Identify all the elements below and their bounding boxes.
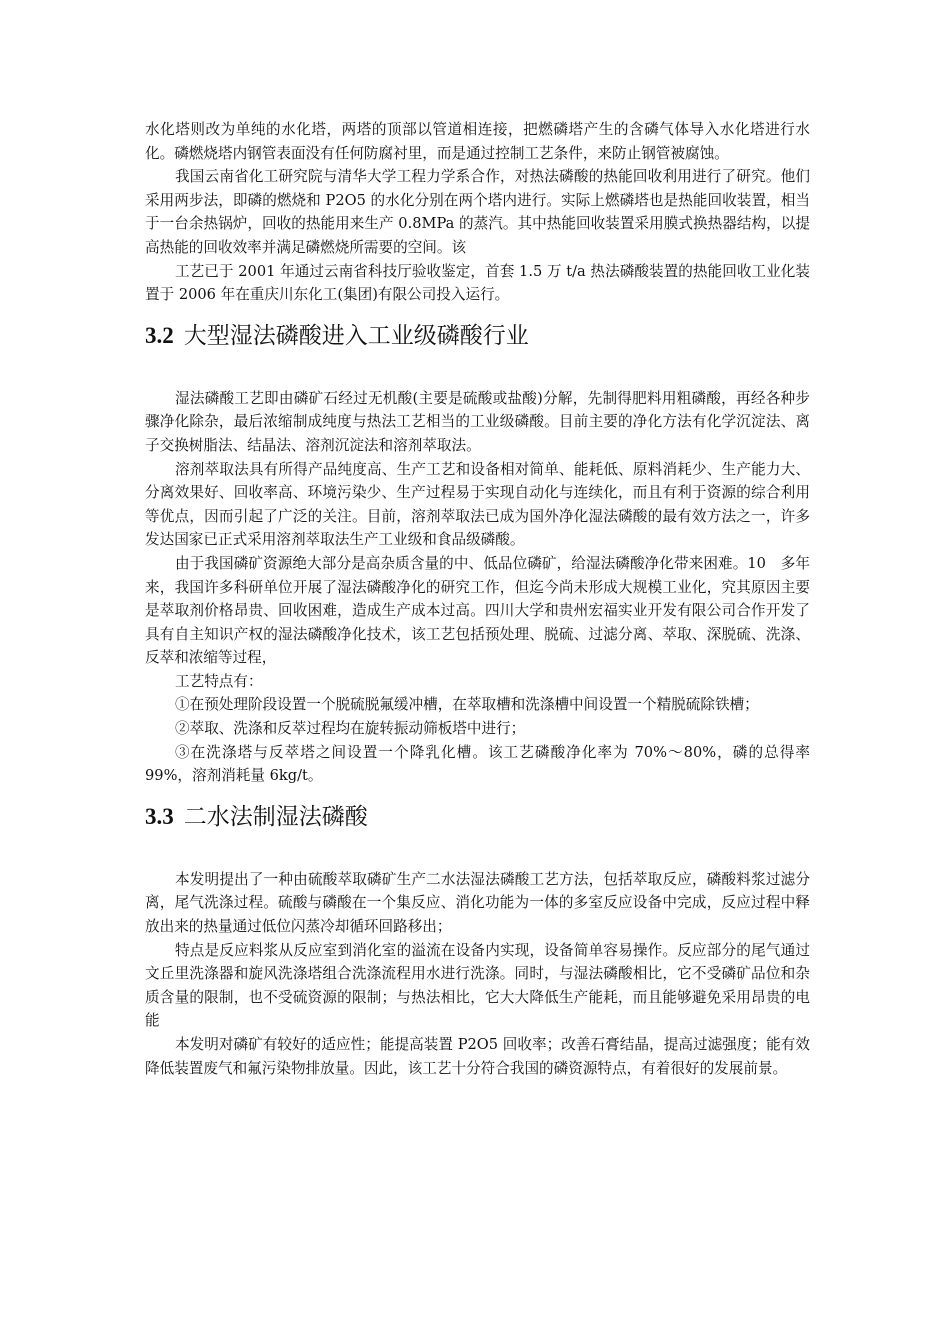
section-number: 3.3 bbox=[145, 803, 174, 829]
paragraph: 由于我国磷矿资源绝大部分是高杂质含量的中、低品位磷矿，给湿法磷酸净化带来困难。10 多年来，我国许多科研单位开展了湿法磷酸净化的研究工作，但迄今尚未形成大规模工业化，究其原因主要是萃取剂价格昂贵、回收困难，造成生产成本过高。四川大学和贵州宏福实业开发有限公司合作开发了具有自主知识产权的湿法磷酸净化技术，该工艺包括预处理、脱硫、过滤分离、萃取、深脱硫、洗涤、反萃和浓缩等过程， bbox=[145, 554, 810, 667]
paragraph: 本发明提出了一种由硫酸萃取磷矿生产二水法湿法磷酸工艺方法，包括萃取反应，磷酸料浆过滤分离，尾气洗涤过程。硫酸与磷酸在一个集反应、消化功能为一体的多室反应设备中完成，反应过程中释放出来的热量通过低位闪蒸冷却循环回路移出； bbox=[145, 870, 810, 936]
section-heading-3-3 bbox=[145, 802, 810, 832]
paragraph: 湿法磷酸工艺即由磷矿石经过无机酸(主要是硫酸或盐酸)分解，先制得肥料用粗磷酸，再经各种步骤净化除杂，最后浓缩制成纯度与热法工艺相当的工业级磷酸。目前主要的净化方法有化学沉淀法、离子交换树脂法、结晶法、溶剂沉淀法和溶剂萃取法。 bbox=[145, 389, 810, 454]
section-title: 大型湿法磷酸进入工业级磷酸行业 bbox=[183, 322, 529, 349]
paragraph: 本发明对磷矿有较好的适应性；能提高装置 P2O5 回收率；改善石膏结晶，提高过滤强度；能有效降低装置废气和氟污染物排放量。因此，该工艺十分符合我国的磷资源特点，有着很好的发展前景。 bbox=[145, 1036, 810, 1077]
list-item: ②萃取、洗涤和反萃过程均在旋转振动筛板塔中进行； bbox=[175, 720, 526, 738]
section-heading-3-2 bbox=[145, 321, 810, 351]
document-page bbox=[145, 118, 810, 1080]
paragraph: 工艺已于 2001 年通过云南省科技厅验收鉴定，首套 1.5 万 t/a 热法磷酸装置的热能回收工业化装置于 2006 年在重庆川东化工(集团)有限公司投入运行。 bbox=[145, 262, 810, 304]
section-number: 3.2 bbox=[145, 322, 174, 348]
list-item: ①在预处理阶段设置一个脱硫脱氟缓冲槽，在萃取槽和洗涤槽中间设置一个精脱硫除铁槽； bbox=[175, 696, 759, 714]
paragraph: 溶剂萃取法具有所得产品纯度高、生产工艺和设备相对简单、能耗低、原料消耗少、生产能力大、分离效果好、回收率高、环境污染少、生产过程易于实现自动化与连续化，而且有利于资源的综合利用等优点，因而引起了广泛的关注。目前，溶剂萃取法已成为国外净化湿法磷酸的最有效方法之一，许多发达国家已正式采用溶剂萃取法生产工业级和食品级磷酸。 bbox=[145, 460, 810, 549]
section-title: 二水法制湿法磷酸 bbox=[183, 803, 368, 830]
list-item: ③在洗涤塔与反萃塔之间设置一个降乳化槽。该工艺磷酸净化率为 70%～80%，磷的总得率 99%，溶剂消耗量 6kg/t。 bbox=[145, 743, 810, 785]
paragraph: 工艺特点有： bbox=[175, 672, 263, 690]
paragraph: 水化塔则改为单纯的水化塔，两塔的顶部以管道相连接，把燃磷塔产生的含磷气体导入水化塔进行水化。磷燃烧塔内钢管表面没有任何防腐衬里，而是通过控制工艺条件，来防止钢管被腐蚀。 bbox=[145, 121, 810, 162]
paragraph: 特点是反应料浆从反应室到消化室的溢流在设备内实现，设备简单容易操作。反应部分的尾气通过文丘里洗涤器和旋风洗涤塔组合洗涤流程用水进行洗涤。同时，与湿法磷酸相比，它不受磷矿品位和杂质含量的限制，也不受硫资源的限制；与热法相比，它大大降低生产能耗，而且能够避免采用昂贵的电能 bbox=[145, 941, 810, 1030]
paragraph: 我国云南省化工研究院与清华大学工程力学系合作，对热法磷酸的热能回收利用进行了研究。他们采用两步法，即磷的燃烧和 P2O5 的水化分别在两个塔内进行。实际上燃磷塔也是热能回收装置，相当于一台余热锅炉，回收的热能用来生产 0.8MPa 的蒸汽。其中热能回收装置采用膜式换热器结构，以提高热能的回收效率并满足磷燃烧所需要的空间。该 bbox=[145, 168, 810, 256]
